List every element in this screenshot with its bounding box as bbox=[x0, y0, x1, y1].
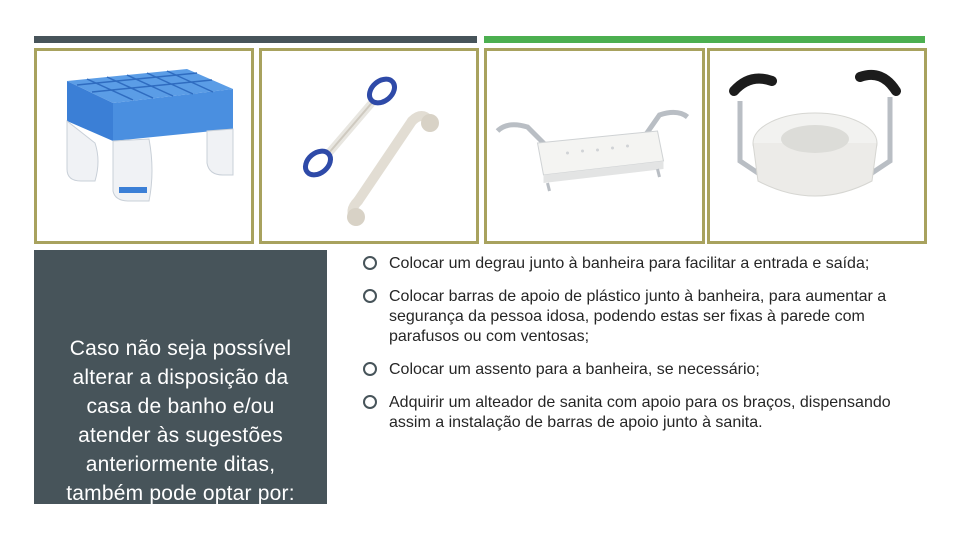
list-item-text: Adquirir um alteador de sanita com apoio para os braços, dispensando assim a instalação de barras de apoio junto à sanita. bbox=[389, 394, 891, 431]
list-item bbox=[362, 360, 922, 380]
circle-bullet-icon bbox=[363, 362, 377, 376]
grab-bars-icon bbox=[262, 51, 476, 241]
circle-bullet-icon bbox=[363, 256, 377, 270]
list-item-text: Colocar barras de apoio de plástico junto à banheira, para aumentar a segurança da pessoa idosa, podendo estas ser fixas à parede com parafusos ou com ventosas; bbox=[389, 288, 887, 345]
circle-bullet-icon bbox=[363, 395, 377, 409]
bullet-list bbox=[362, 254, 922, 433]
list-item bbox=[362, 393, 922, 433]
raised-toilet-seat-image bbox=[707, 48, 927, 244]
list-item bbox=[362, 287, 922, 347]
list-item-text: Colocar um degrau junto à banheira para facilitar a entrada e saída; bbox=[389, 255, 870, 272]
circle-bullet-icon bbox=[363, 289, 377, 303]
side-panel-text: Caso não seja possível alterar a disposição da casa de banho e/ou atender às sugestões anteriormente ditas, também pode optar por: bbox=[66, 337, 295, 505]
header-bar-dark bbox=[34, 36, 477, 43]
bath-step-icon bbox=[37, 51, 251, 241]
list-item-text: Colocar um assento para a banheira, se necessário; bbox=[389, 361, 760, 378]
side-panel bbox=[34, 250, 327, 504]
header-bar-green bbox=[484, 36, 925, 43]
bath-step-image bbox=[34, 48, 254, 244]
grab-bars-image bbox=[259, 48, 479, 244]
bath-seat-image bbox=[484, 48, 705, 244]
raised-toilet-seat-icon bbox=[710, 51, 924, 241]
bath-seat-icon bbox=[487, 51, 702, 241]
list-item bbox=[362, 254, 922, 274]
